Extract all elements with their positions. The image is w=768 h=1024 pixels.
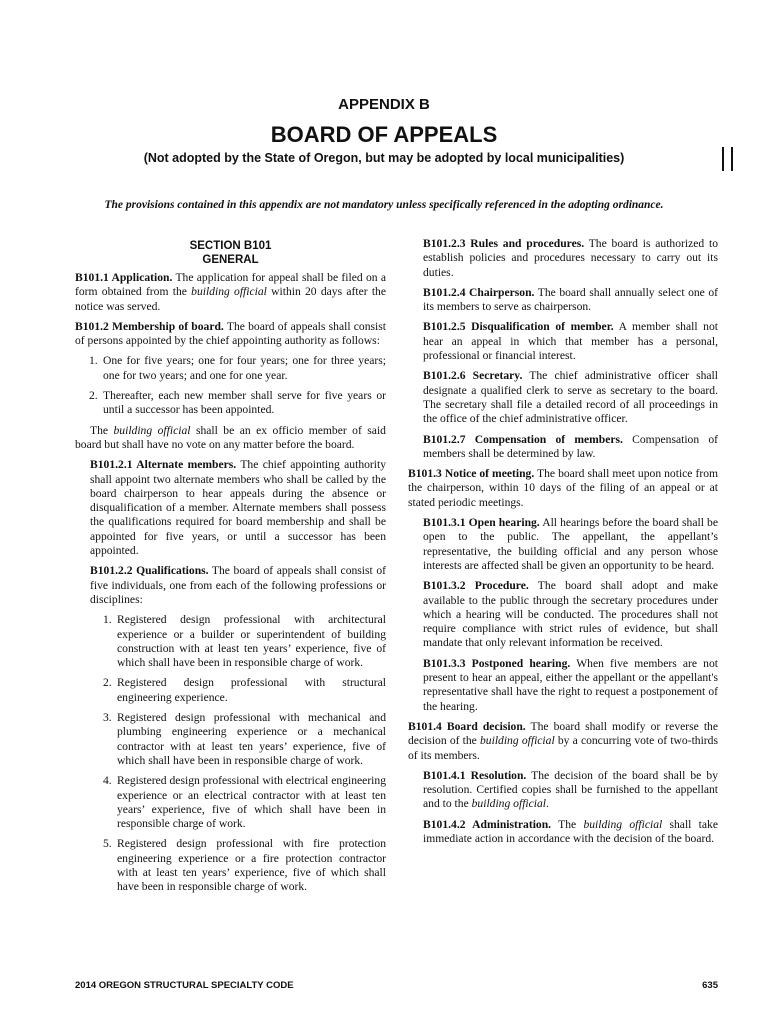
list-item-text: Thereafter, each new member shall serve for five years or until a successor has been appointed. [103, 389, 386, 417]
term-list [89, 354, 386, 417]
page-number: 635 [702, 980, 718, 991]
list-item-number: 4. [103, 774, 112, 788]
section-name: GENERAL [202, 254, 259, 266]
heading-b101-3-3: B101.3.3 Postponed hearing. [423, 656, 571, 670]
list-item-text: Registered design professional with structural engineering experience. [117, 676, 386, 704]
list-item [103, 613, 386, 670]
text-b101-4-1-b: . [546, 797, 549, 811]
heading-b101-2-4: B101.2.4 Chairperson. [423, 285, 535, 299]
text-b101-3-3: When five members are not present to hear an appeal, either the appellant or the appellant's representative shall have the right to request a postponement of the hearing. [423, 656, 718, 713]
paragraph-b101-2-6 [423, 369, 718, 426]
appendix-label: APPENDIX B [338, 96, 430, 113]
text-b101-4-b: by a concurring vote of two-thirds of its members. [408, 734, 718, 762]
paragraph-b101-3-3 [423, 657, 718, 714]
page-title: BOARD OF APPEALS [270, 122, 498, 147]
heading-b101-2-3: B101.2.3 Rules and procedures. [423, 237, 585, 250]
list-item-text: One for five years; one for four years; one for three years; one for two years; and one for one year. [103, 354, 386, 382]
text-b101-3-2: The board shall adopt and make available to the public through the secretary procedures under which a hearing will be conducted. The procedures shall not require compliance with strict rules of evidence, but shall mandate that only relevant information be received. [423, 579, 718, 650]
text-b101-2-3: The board is authorized to establish policies and procedures necessary to carry out its duties. [423, 237, 718, 279]
text-b101-2-2: The board of appeals shall consist of five individuals, one from each of the following professions or disciplines: [90, 564, 386, 606]
list-item-text: Registered design professional with mechanical and plumbing engineering experience or a mechanical contractor with at least ten years’ experience, five of which shall have been in responsible charge of work. [117, 711, 386, 767]
paragraph-b101-4-1 [423, 769, 718, 812]
paragraph-b101-2-3 [423, 237, 718, 280]
text-b101-2-5: A member shall not hear an appeal in which that member has a personal, professional or financial interest. [423, 320, 718, 363]
text-b101-3-1: All hearings before the board shall be open to the public. The appellant, the appellant’s representative, the building official and any person whose interests are affected shall be given an opportunity to be heard. [423, 516, 718, 572]
text-b101-2-6: The chief administrative officer shall designate a qualified clerk to serve as secretary to the board. The secretary shall file a detailed record of all proceedings in the office of the chief administrative officer. [423, 369, 719, 426]
heading-b101-4-2: B101.4.2 Administration. [423, 817, 552, 831]
paragraph-b101-1 [75, 271, 386, 314]
paragraph-b101-3-2 [423, 579, 718, 650]
list-item-number: 2. [89, 389, 98, 403]
footer-code-name: 2014 OREGON STRUCTURAL SPECIALTY CODE [75, 980, 294, 991]
paragraph-b101-2-2 [90, 564, 386, 607]
term-building-official: building official [480, 734, 555, 748]
list-item-number: 3. [103, 711, 112, 725]
left-column [75, 237, 386, 901]
text-b101-2-4: The board shall annually select one of its members to serve as chairperson. [423, 285, 719, 314]
text-b101-3: The board shall meet upon notice from the chairperson, within 10 days of the filing of an appeal or at stated periodic meetings. [408, 467, 719, 509]
text-b101-2-7: Compensation of members shall be determined by law. [423, 432, 719, 460]
page-subtitle: (Not adopted by the State of Oregon, but may be adopted by local municipalities) [143, 151, 625, 165]
heading-b101-4: B101.4 Board decision. [408, 719, 526, 733]
list-item [103, 774, 386, 831]
paragraph-b101-2 [75, 320, 386, 349]
paragraph-b101-2-7 [423, 433, 718, 462]
heading-b101-3-2: B101.3.2 Procedure. [423, 579, 529, 593]
heading-b101-4-1: B101.4.1 Resolution. [423, 768, 527, 782]
term-building-official: building official [583, 817, 663, 831]
text-b101-4-2-a: The [551, 817, 584, 831]
text-b101-1-a: The application for appeal shall be filed on a form obtained from the [75, 271, 386, 299]
list-item [103, 711, 386, 768]
text-b101-4-a: The board shall modify or reverse the decision of the [408, 719, 718, 748]
right-column [408, 237, 718, 852]
list-item-number: 1. [89, 354, 98, 368]
heading-b101-2-5: B101.2.5 Disqualification of member. [423, 320, 614, 334]
list-item [103, 837, 386, 894]
paragraph-b101-2-1 [90, 458, 386, 558]
list-item [103, 676, 386, 705]
list-item-text: Registered design professional with electrical engineering experience or an electrical contractor with at least ten years’ experience, five of which shall have been in responsible charge of work. [117, 774, 386, 831]
list-item-text: Registered design professional with architectural experience or a builder or superintendent of building construction with at least ten years’ experience, five of which shall have been in responsible charge of work. [117, 613, 386, 670]
heading-b101-2-7: B101.2.7 Compensation of members. [423, 432, 623, 446]
paragraph-b101-3-1 [423, 516, 718, 573]
heading-b101-2-2: B101.2.2 Qualifications. [90, 564, 209, 578]
text-ex-officio-b: shall be an ex officio member of said board but shall have no vote on any matter before the board. [75, 423, 386, 451]
paragraph-b101-2-4 [423, 286, 718, 315]
list-item-text: Registered design professional with fire protection engineering experience or a fire protection contractor with at least ten years’ experience, five of which shall have been in responsible charge of work. [117, 837, 386, 894]
paragraph-b101-4-2 [423, 818, 718, 847]
change-bars [722, 147, 734, 171]
qualifications-list [103, 613, 386, 894]
text-b101-2: The board of appeals shall consist of persons appointed by the chief appointing authority as follows: [75, 319, 386, 348]
appendix-intro-note: The provisions contained in this appendix are not mandatory unless specifically referenced in the adopting ordinance. [104, 199, 664, 211]
heading-b101-2-6: B101.2.6 Secretary. [423, 369, 523, 383]
heading-b101-1: B101.1 Application. [75, 271, 173, 284]
text-b101-2-1: The chief appointing authority shall appoint two alternate members who shall be called by the board chairperson to hear appeals during the absence or disqualification of a member. Alternate members shall possess the qualifications required for board membership and shall be appointed for five years, or until a successor has been appointed. [90, 458, 387, 558]
heading-b101-3-1: B101.3.1 Open hearing. [423, 516, 540, 530]
list-item [89, 354, 386, 383]
list-item-number: 5. [103, 837, 112, 851]
heading-b101-2-1: B101.2.1 Alternate members. [90, 458, 237, 472]
text-b101-4-1-a: The decision of the board shall be by resolution. Certified copies shall be furnished to the appellant and to the [423, 768, 718, 811]
list-item [89, 389, 386, 418]
term-building-official: building official [191, 285, 267, 299]
heading-b101-2: B101.2 Membership of board. [75, 319, 224, 333]
term-building-official: building official [113, 423, 191, 437]
section-number: SECTION B101 [189, 240, 272, 252]
text-b101-4-2-b: shall take immediate action in accordance with the decision of the board. [423, 817, 718, 845]
paragraph-b101-3 [408, 467, 718, 510]
term-building-official: building official [471, 797, 547, 811]
paragraph-ex-officio [75, 424, 386, 453]
list-item-number: 1. [103, 613, 112, 627]
paragraph-b101-4 [408, 720, 718, 763]
text-ex-officio-a: The [90, 423, 114, 437]
list-item-number: 2. [103, 676, 112, 690]
heading-b101-3: B101.3 Notice of meeting. [408, 467, 535, 481]
text-b101-1-b: within 20 days after the notice was served. [75, 285, 386, 313]
paragraph-b101-2-5 [423, 320, 718, 363]
